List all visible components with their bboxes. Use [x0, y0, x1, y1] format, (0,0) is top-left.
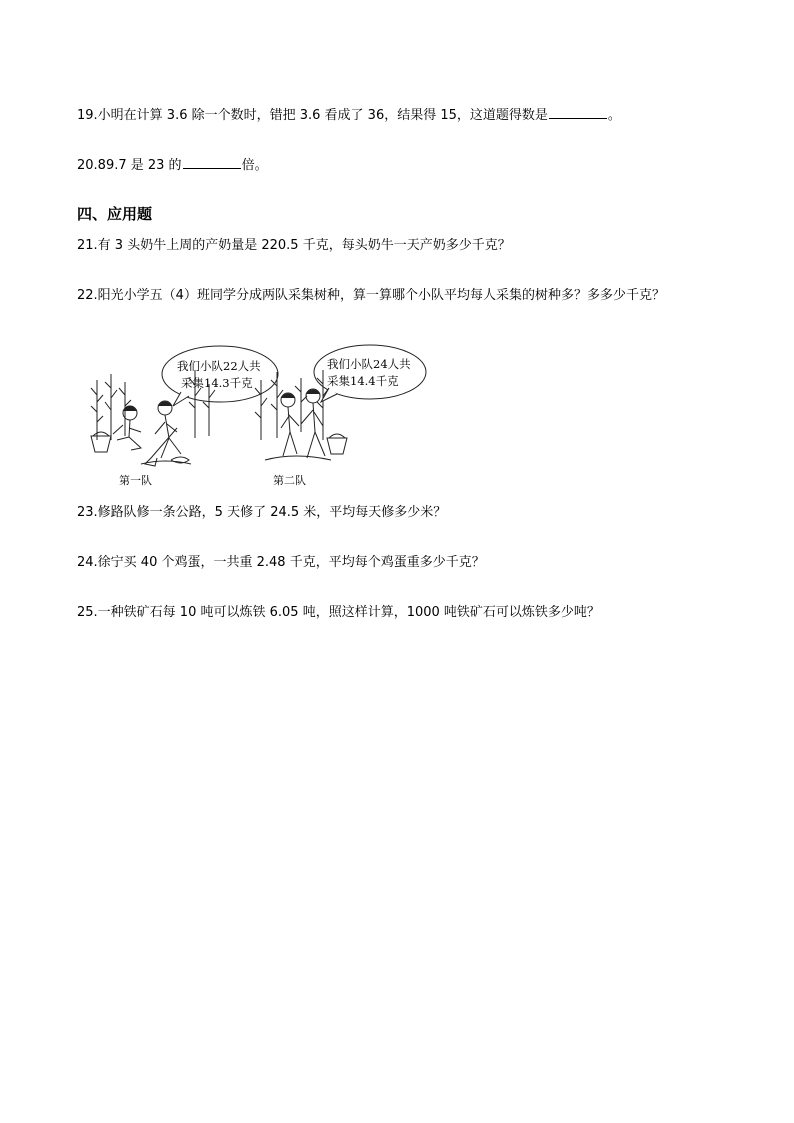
- sapling-2: [105, 374, 117, 440]
- question-20-end: 倍。: [241, 158, 268, 173]
- sapling-5: [203, 384, 215, 436]
- question-21: 21.有 3 头奶牛上周的产奶量是 220.5 千克，每头奶牛一天产奶多少千克？: [77, 238, 511, 253]
- question-20-text: 20.89.7 是 23 的: [77, 158, 182, 173]
- question-24: 24.徐宁买 40 个鸡蛋，一共重 2.48 千克，平均每个鸡蛋重多少千克？: [77, 555, 485, 570]
- question-19: [77, 105, 621, 125]
- question-22: 22.阳光小学五（4）班同学分成两队采集树种，算一算哪个小队平均每人采集的树种多？多多少千克？: [77, 288, 665, 303]
- answer-blank-20[interactable]: [183, 155, 241, 169]
- question-19-text: 19.小明在计算 3.6 除一个数时，错把 3.6 看成了 36，结果得 15，这道题得数是: [77, 108, 548, 123]
- bubble-2-line-2: 采集14.4千克: [327, 374, 399, 388]
- tree-seed-illustration: [85, 340, 435, 490]
- bubble-1-line-2: 采集14.3千克: [181, 376, 253, 390]
- question-25: 25.一种铁矿石每 10 吨可以炼铁 6.05 吨，照这样计算，1000 吨铁矿石可以炼铁多少吨？: [77, 605, 600, 620]
- caption-team-2: 第二队: [273, 474, 306, 487]
- sapling-6: [255, 380, 267, 440]
- illustration-svg: [85, 340, 435, 490]
- question-20: [77, 155, 268, 175]
- bucket-2: [327, 438, 347, 454]
- section-heading: 四、应用题: [77, 205, 153, 223]
- answer-blank-19[interactable]: [549, 105, 607, 119]
- bubble-2-line-1: 我们小队24人共: [327, 357, 411, 371]
- bucket-1: [91, 436, 111, 452]
- sapling-1: [91, 380, 103, 440]
- question-19-end: 。: [607, 108, 621, 123]
- bubble-1-line-1: 我们小队22人共: [177, 359, 261, 373]
- question-23: 23.修路队修一条公路，5 天修了 24.5 米，平均每天修多少米？: [77, 505, 447, 520]
- caption-team-1: 第一队: [119, 474, 152, 487]
